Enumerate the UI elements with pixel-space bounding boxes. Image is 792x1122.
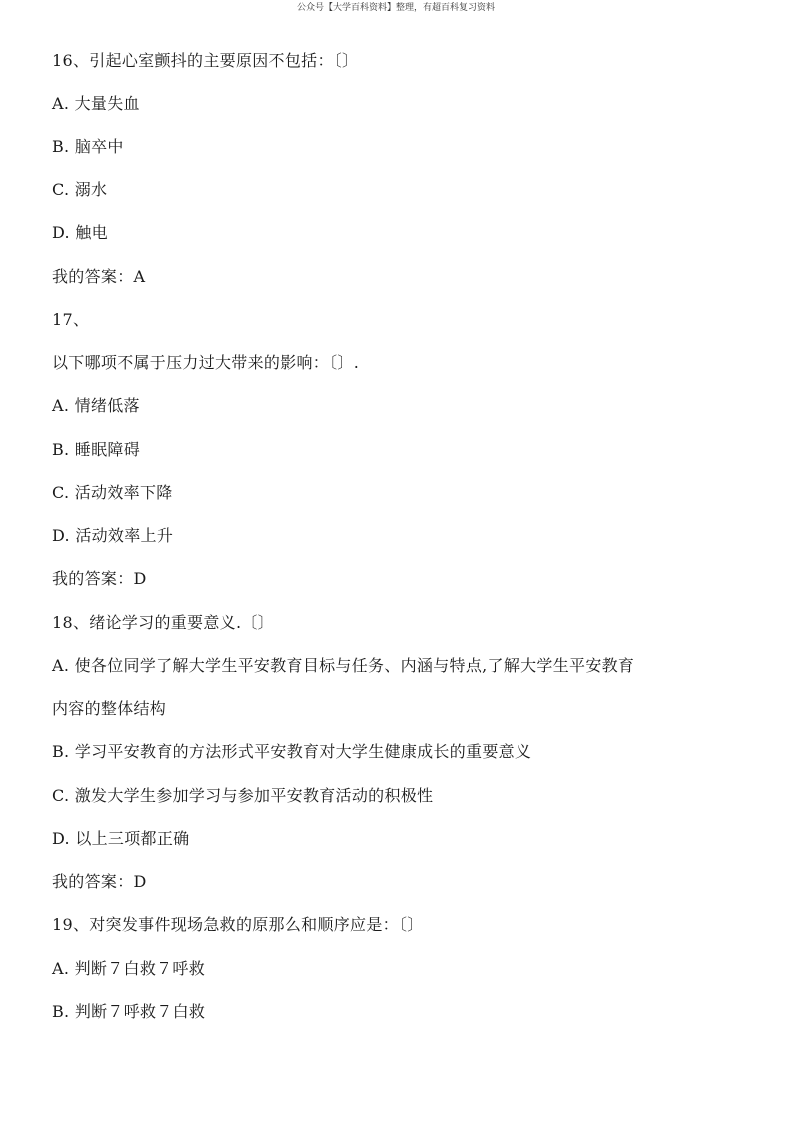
- question-18-stem: 18、绪论学习的重要意义.〔〕: [52, 613, 274, 632]
- question-16-stem: 16、引起心室颤抖的主要原因不包括：〔〕: [52, 51, 359, 70]
- question-19-stem: 19、对突发事件现场急救的原那么和顺序应是：〔〕: [52, 915, 424, 934]
- q18-option-b: B. 学习平安教育的方法形式平安教育对大学生健康成长的重要意义: [52, 742, 532, 761]
- q18-option-c: C. 激发大学生参加学习与参加平安教育活动的积极性: [52, 786, 434, 805]
- q17-answer: 我的答案：D: [52, 569, 147, 588]
- q17-option-a: A. 情绪低落: [52, 396, 140, 415]
- q16-option-a: A. 大量失血: [52, 94, 140, 113]
- page-header: 公众号【大学百科资料】整理，有超百科复习资料: [296, 3, 495, 13]
- q17-option-b: B. 睡眠障碍: [52, 440, 141, 459]
- q17-option-c: C. 活动效率下降: [52, 483, 173, 502]
- q17-option-d: D. 活动效率上升: [52, 526, 174, 545]
- q19-option-a: A. 判断７白救７呼救: [52, 959, 206, 978]
- q18-option-a-cont: 内容的整体结构: [52, 699, 167, 718]
- q16-answer: 我的答案：A: [52, 267, 146, 286]
- q19-option-b: B. 判断７呼救７白救: [52, 1002, 206, 1021]
- question-17-stem: 以下哪项不属于压力过大带来的影响：〔〕.: [52, 353, 360, 372]
- q16-option-d: D. 触电: [52, 223, 108, 242]
- question-17-number: 17、: [52, 310, 90, 329]
- q16-option-b: B. 脑卒中: [52, 137, 124, 156]
- q18-option-a: A. 使各位同学了解大学生平安教育目标与任务、内涵与特点,了解大学生平安教育: [52, 656, 635, 675]
- q18-answer: 我的答案：D: [52, 872, 147, 891]
- q16-option-c: C. 溺水: [52, 180, 108, 199]
- q18-option-d: D. 以上三项都正确: [52, 829, 190, 848]
